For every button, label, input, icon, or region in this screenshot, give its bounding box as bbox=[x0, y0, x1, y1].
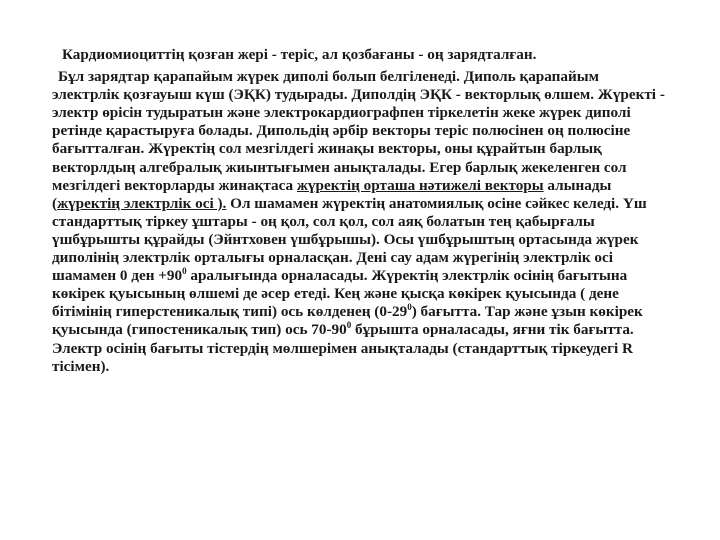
paragraph-dipole-part5: ) бағытта. Тар және ұзын көкірек қуысында (гипостеникалық тип) ось 70-90 bbox=[52, 303, 643, 339]
underlined-electrical-axis: жүректің электрлік осі ). bbox=[57, 194, 227, 212]
degree-superscript-1: 0 bbox=[182, 266, 187, 277]
paragraph-charge-text: Кардиомиоциттің қозған жері - теріс, ал қозбағаны - оң зарядталған. bbox=[62, 46, 537, 63]
paragraph-dipole bbox=[52, 68, 670, 376]
paragraph-dipole-part3: Ол шамамен жүректің анатомиялық осіне сәйкес келеді. Үш стандарттық тіркеу ұштары - оң қол, сол қол, сол аяқ болатын тең қабырғалы үшбұрышты құрайды (Эйнтховен үшбұрышы). Осы үшбұрыштың ортасында жүрек диполінің электрлік орталығы орналасқан. Дені сау адам жүрегінің электрлік осі шамамен 0 ден +90 bbox=[52, 194, 647, 285]
paragraph-dipole-part4: аралығында орналасады. Жүректің электрлік осінің бағытына көкірек қуысының өлшемі де әсер етеді. Кең және қысқа көкірек қуысында ( дене бітімінің гиперстеникалық типі) ось көлденең (0-29 bbox=[52, 267, 628, 321]
paragraph-dipole-part2: алынады ( bbox=[52, 176, 612, 212]
paragraph-dipole-part1: Бұл зарядтар қарапайым жүрек диполі болып белгіленеді. Диполь қарапайым электрлік қозғауыш күш (ЭҚК) тудырады. Диполдің ЭҚК - векторлық өлшем. Жүректі - электр өрісін тудыратын және электрокардиографпен тіркелетін жеке жүрек диполі ретінде қарастыруға болады. Дипольдің әрбір векторы теріс полюсінен оң полюсіне бағытталған. Жүректің сол мезгілдегі жинақы векторы, оны құрайтын барлық векторлдың алгебралық жиынтығымен анықталады. Егер барлық жекеленген сол мезгілдегі векторларды жинақтаса bbox=[52, 68, 665, 194]
paragraph-charge bbox=[52, 46, 670, 64]
paragraph-dipole-part6: бұрышта орналасады, яғни тік бағытта. Электр осінің бағыты тістердің мөлшерімен анықталады (стандарттық тіркеудегі R тісімен). bbox=[52, 321, 634, 375]
underlined-resultant-vector: жүректің орташа нәтижелі векторы bbox=[296, 176, 544, 194]
degree-superscript-2: 0 bbox=[407, 302, 412, 313]
degree-superscript-3: 0 bbox=[346, 320, 352, 331]
slide-content bbox=[52, 46, 670, 376]
